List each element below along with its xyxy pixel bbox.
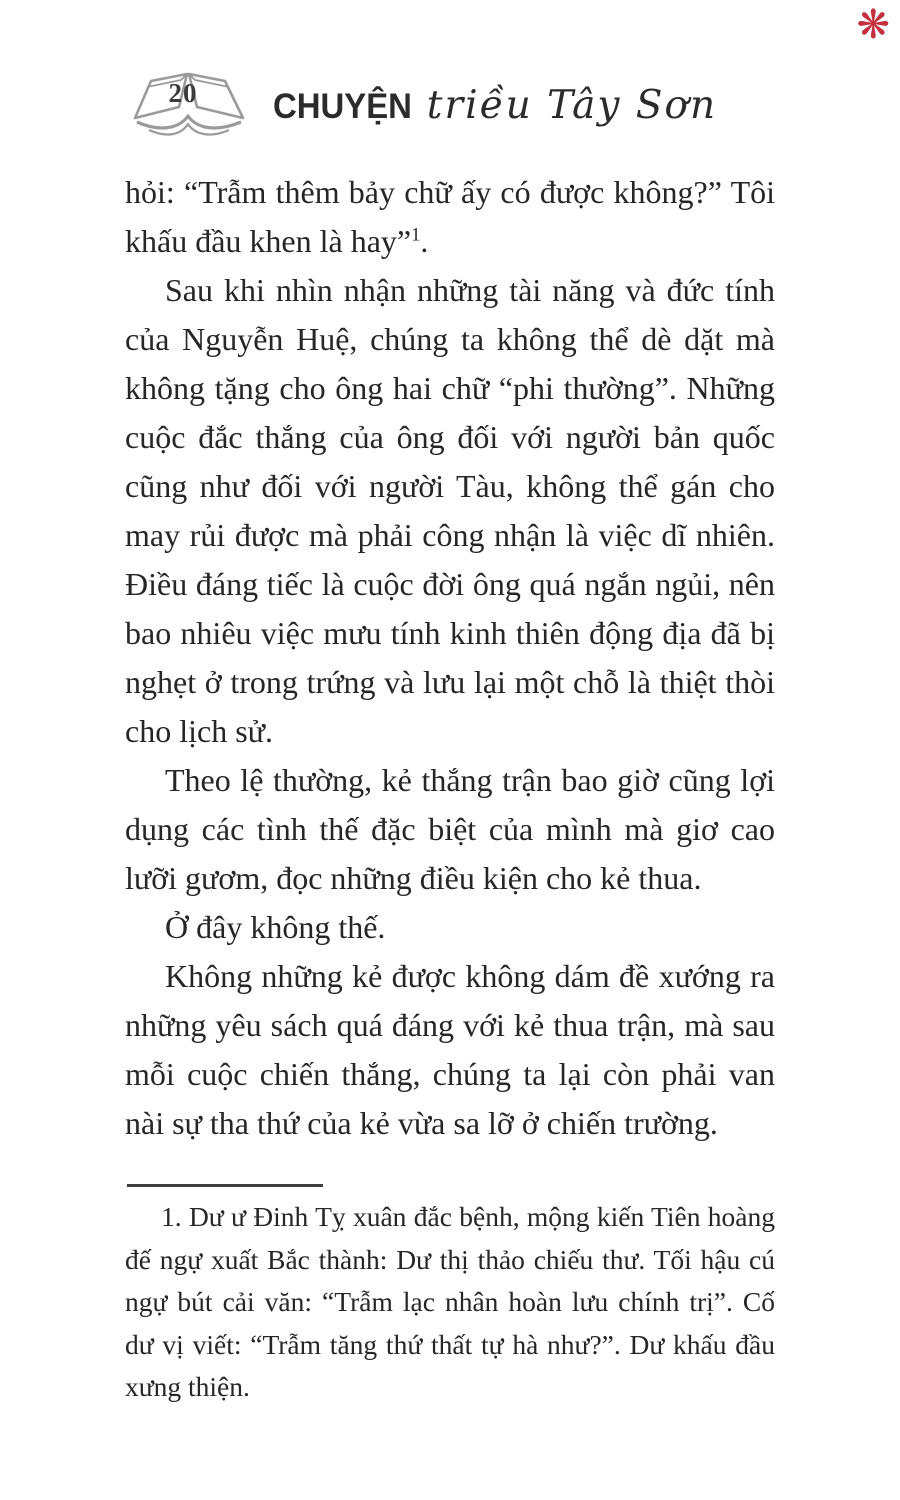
paragraph-1-tail: . bbox=[420, 223, 429, 259]
running-title-script: triều Tây Sơn bbox=[426, 82, 718, 128]
open-book-icon bbox=[125, 66, 255, 144]
paragraph-5: Không những kẻ được không dám đề xướng ra những yêu sách quá đáng với kẻ thua trận, mà sau mỗi cuộc chiến thắng, chúng ta lại còn phải van nài sự tha thứ của kẻ vừa sa lỡ ở chiến trường. bbox=[125, 958, 775, 1141]
paragraph-4: Ở đây không thế. bbox=[165, 909, 386, 945]
footnote-separator bbox=[127, 1184, 323, 1187]
footnote-block bbox=[125, 1196, 775, 1409]
paragraph-1-text: hỏi: “Trẫm thêm bảy chữ ấy có được không?” Tôi khấu đầu khen là hay” bbox=[125, 174, 775, 259]
running-title bbox=[273, 83, 717, 128]
page-header bbox=[125, 66, 775, 144]
body-text bbox=[125, 168, 775, 1148]
page-number: 20 bbox=[168, 78, 198, 108]
flower-asterisk-icon: ❋ bbox=[856, 2, 890, 48]
footnote-text: 1. Dư ư Đinh Tỵ xuân đắc bệnh, mộng kiến Tiên hoàng đế ngự xuất Bắc thành: Dư thị thảo chiếu thư. Tối hậu cú ngự bút cải văn: “Trẫm lạc nhân hoàn lưu chính trị”. Cố dư vị viết: “Trẫm tăng thứ thất tự hà như?”. Dư khấu đầu xưng thiện. bbox=[125, 1201, 775, 1402]
footnote-reference-1: 1 bbox=[411, 224, 421, 246]
running-title-caps: CHUYỆN bbox=[273, 86, 412, 126]
paragraph-1 bbox=[125, 168, 775, 266]
paragraph-2: Sau khi nhìn nhận những tài năng và đức tính của Nguyễn Huệ, chúng ta không thể dè dặt mà không tặng cho ông hai chữ “phi thường”. Những cuộc đắc thắng của ông đối với người bản quốc cũng như đối với người Tàu, không thể gán cho may rủi được mà phải công nhận là việc dĩ nhiên. Điều đáng tiếc là cuộc đời ông quá ngắn ngủi, nên bao nhiêu việc mưu tính kinh thiên động địa đã bị nghẹt ở trong trứng và lưu lại một chỗ là thiệt thòi cho lịch sử. bbox=[125, 272, 775, 749]
paragraph-3: Theo lệ thường, kẻ thắng trận bao giờ cũng lợi dụng các tình thế đặc biệt của mình mà giơ cao lưỡi gươm, đọc những điều kiện cho kẻ thua. bbox=[125, 762, 775, 896]
